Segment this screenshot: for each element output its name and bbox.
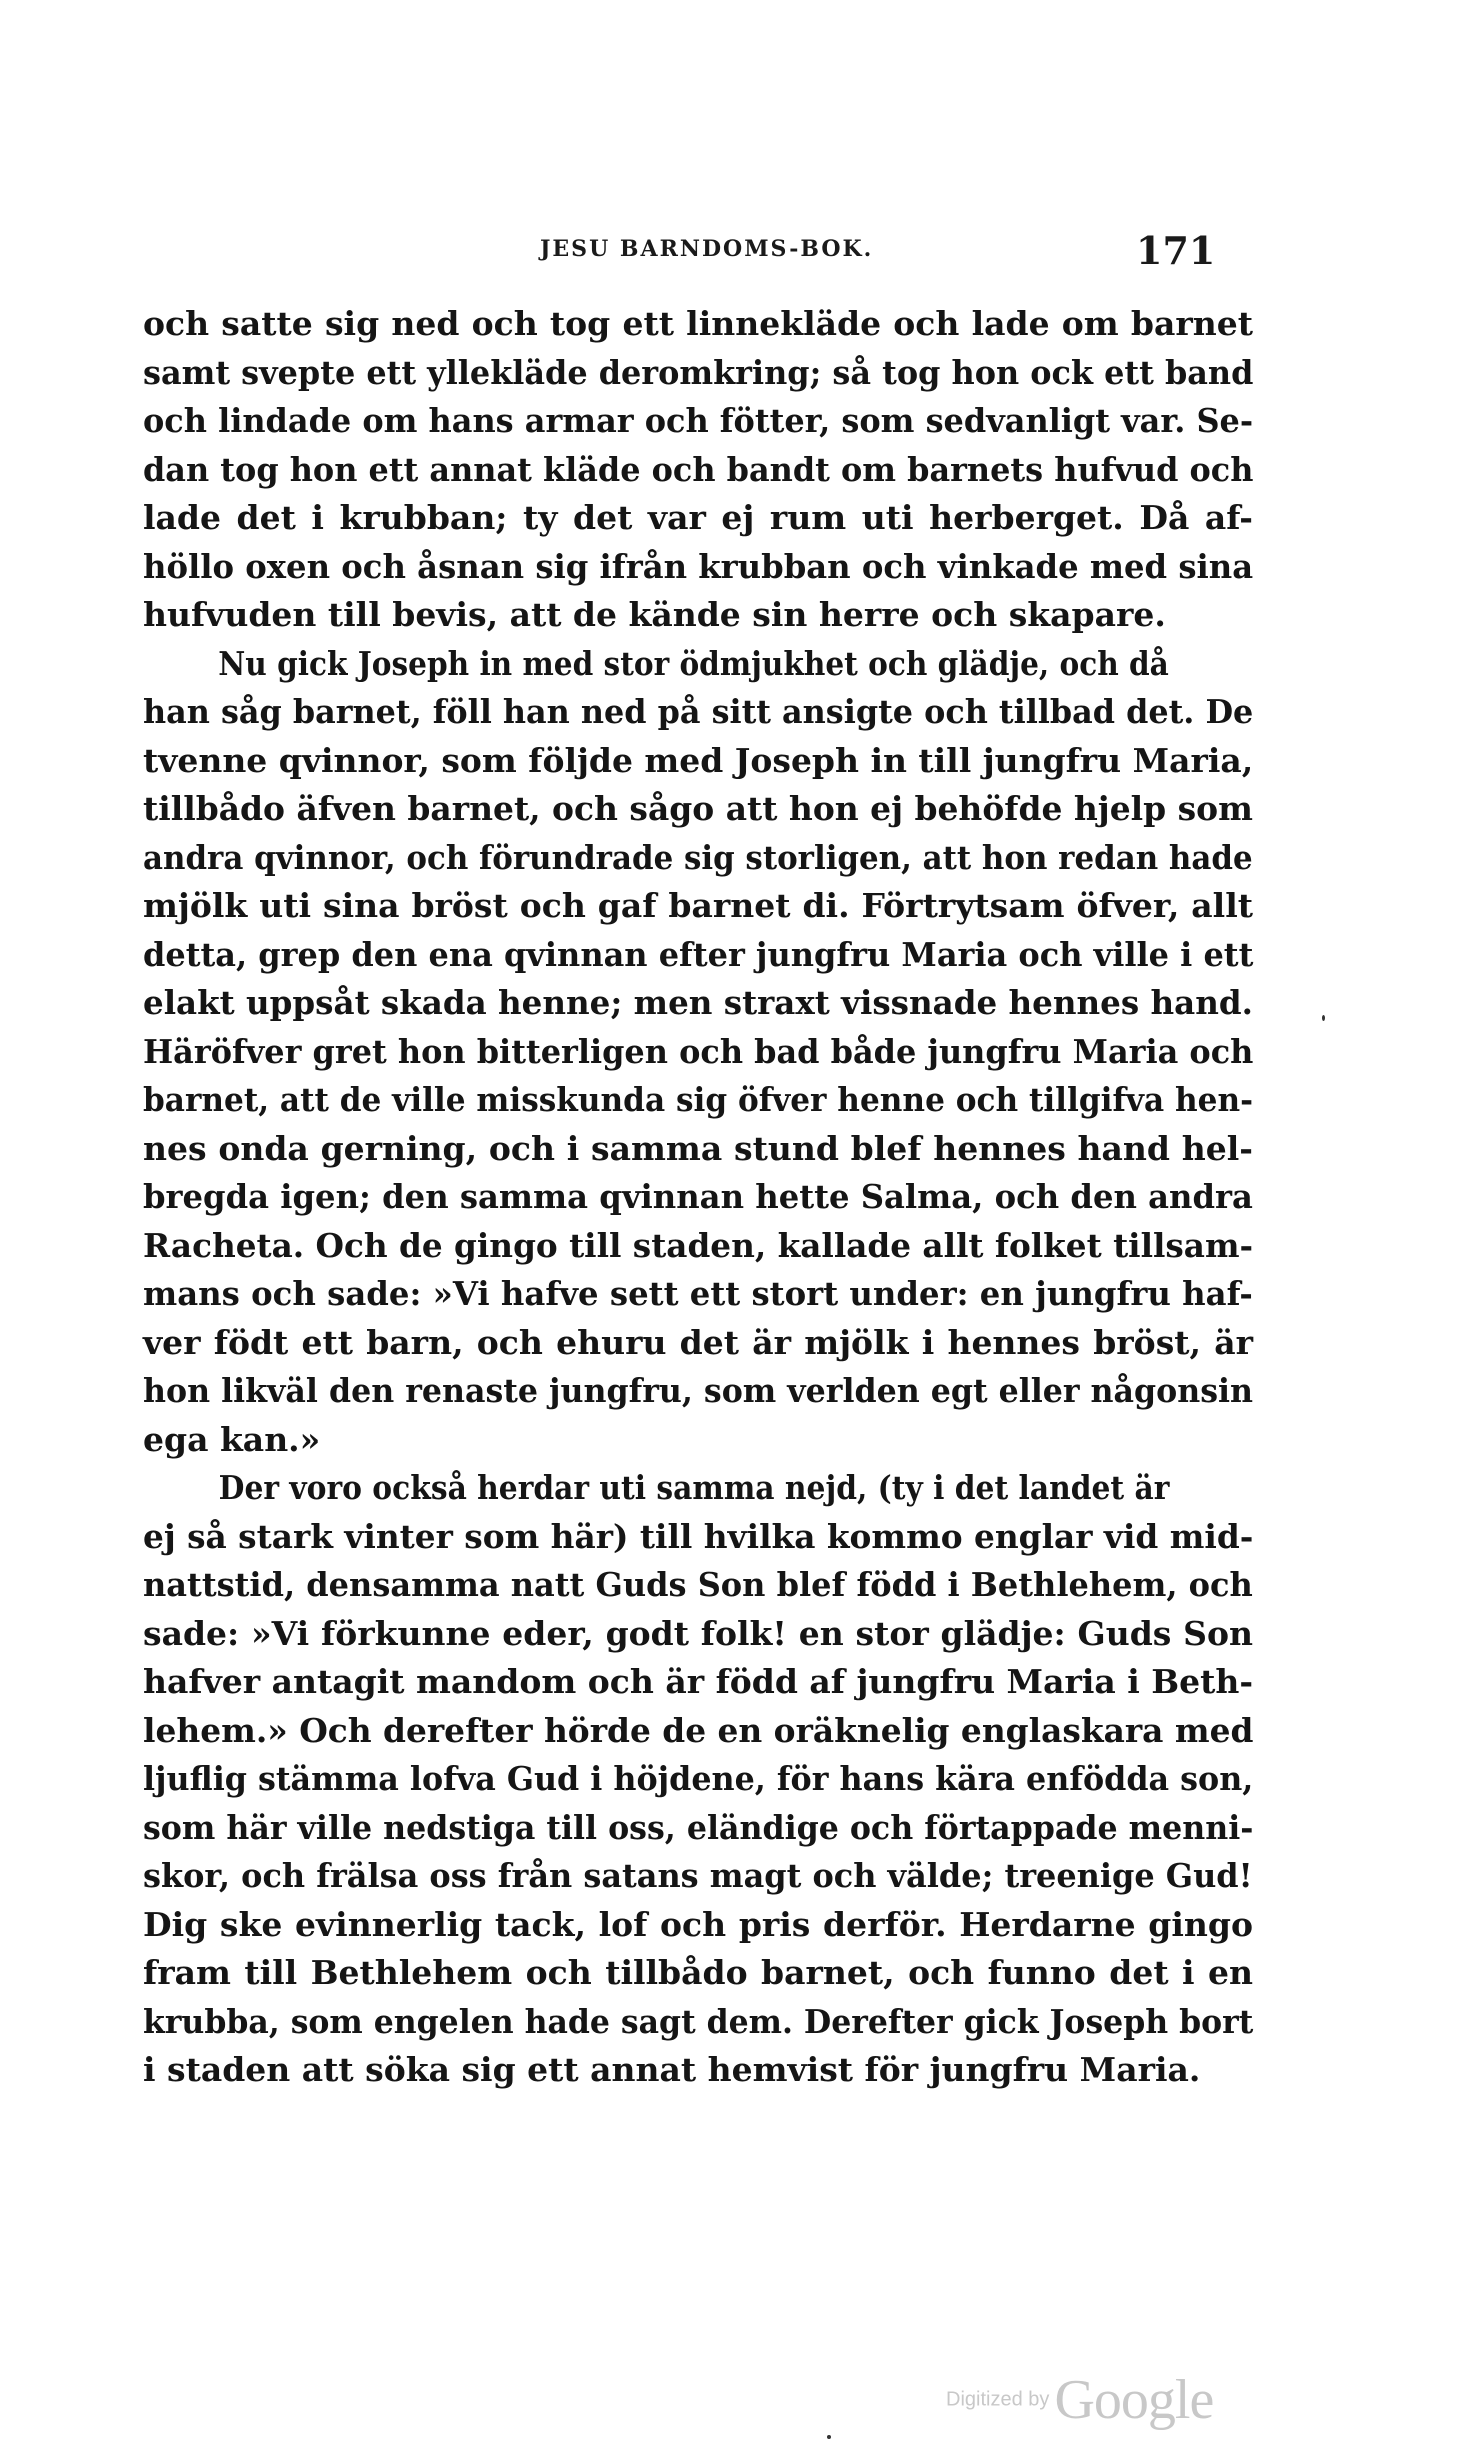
text-line: ver födt ett barn, och ehuru det är mjölk i hennes bröst, är: [143, 1322, 1253, 1362]
text-line: Der voro också herdar uti samma nejd, (ty i det landet är: [218, 1468, 1170, 1507]
text-line: hon likväl den renaste jungfru, som verlden egt eller någonsin: [143, 1371, 1254, 1410]
text-line: som här ville nedstiga till oss, eländige och förtappade menni-: [143, 1807, 1254, 1847]
watermark-prefix: Digitized by: [946, 2388, 1050, 2411]
running-title: JESU BARNDOMS-BOK.: [540, 236, 874, 262]
text-line: fram till Bethlehem och tillbådo barnet, och funno det i en: [143, 1953, 1253, 1992]
text-line: detta, grep den ena qvinnan efter jungfru Maria och ville i ett: [143, 934, 1254, 974]
text-line: hufvuden till bevis, att de kände sin herre och skapare.: [143, 595, 1166, 634]
digitized-watermark: [946, 2368, 1213, 2432]
text-line: hafver antagit mandom och är född af jungfru Maria i Beth-: [143, 1662, 1254, 1701]
text-line: han såg barnet, föll han ned på sitt ansigte och tillbad det. De: [143, 692, 1254, 731]
text-line: krubba, som engelen hade sagt dem. Derefter gick Joseph bort: [143, 2001, 1254, 2041]
text-line: Häröfver gret hon bitterligen och bad både jungfru Maria och: [143, 1031, 1254, 1071]
text-line: bregda igen; den samma qvinnan hette Salma, och den andra: [143, 1177, 1253, 1216]
text-line: lehem.» Och derefter hörde de en oräknelig englaskara med: [143, 1710, 1254, 1750]
text-line: mans och sade: »Vi hafve sett ett stort under: en jungfru haf-: [143, 1274, 1253, 1313]
text-line: höllo oxen och åsnan sig ifrån krubban och vinkade med sina: [143, 546, 1254, 586]
text-line: tillbådo äfven barnet, och sågo att hon ej behöfde hjelp som: [143, 789, 1253, 828]
text-line: lade det i krubban; ty det var ej rum uti herberget. Då af-: [143, 498, 1253, 537]
text-line: sade: »Vi förkunne eder, godt folk! en stor glädje: Guds Son: [143, 1613, 1253, 1653]
text-line: och satte sig ned och tog ett linnekläde och lade om barnet: [143, 304, 1253, 343]
page-number: 171: [1136, 228, 1216, 273]
text-line: och lindade om hans armar och fötter, som sedvanligt var. Se-: [143, 401, 1254, 440]
text-line: samt svepte ett yllekläde deromkring; så tog hon ock ett band: [143, 352, 1254, 392]
text-line: Racheta. Och de gingo till staden, kallade allt folket tillsam-: [143, 1225, 1254, 1265]
scan-speck: [827, 2435, 831, 2439]
text-line: ega kan.»: [143, 1419, 321, 1459]
text-line: elakt uppsåt skada henne; men straxt vissnade hennes hand.: [143, 983, 1253, 1022]
text-line: barnet, att de ville misskunda sig öfver henne och tillgifva hen-: [143, 1080, 1254, 1119]
text-line: ej så stark vinter som här) till hvilka kommo englar vid mid-: [143, 1516, 1254, 1556]
text-line: nes onda gerning, och i samma stund blef hennes hand hel-: [143, 1128, 1253, 1168]
text-line: Nu gick Joseph in med stor ödmjukhet och glädje, och då: [218, 643, 1169, 683]
text-line: mjölk uti sina bröst och gaf barnet di. Förtrytsam öfver, allt: [143, 886, 1253, 925]
text-line: ljuflig stämma lofva Gud i höjdene, för hans kära enfödda son,: [143, 1759, 1254, 1798]
text-line: dan tog hon ett annat kläde och bandt om barnets hufvud och: [143, 449, 1254, 489]
text-line: Dig ske evinnerlig tack, lof och pris derför. Herdarne gingo: [143, 1904, 1253, 1944]
text-line: tvenne qvinnor, som följde med Joseph in till jungfru Maria,: [143, 740, 1254, 780]
text-line: nattstid, densamma natt Guds Son blef född i Bethlehem, och: [143, 1565, 1253, 1604]
text-line: andra qvinnor, och förundrade sig storligen, att hon redan hade: [143, 837, 1253, 877]
scan-speck: [1322, 1015, 1325, 1021]
text-line: skor, och frälsa oss från satans magt och välde; treenige Gud!: [143, 1856, 1253, 1895]
text-line: i staden att söka sig ett annat hemvist för jungfru Maria.: [143, 2050, 1201, 2089]
google-logo: Google: [1054, 2369, 1214, 2431]
body-text: [143, 300, 1253, 2095]
